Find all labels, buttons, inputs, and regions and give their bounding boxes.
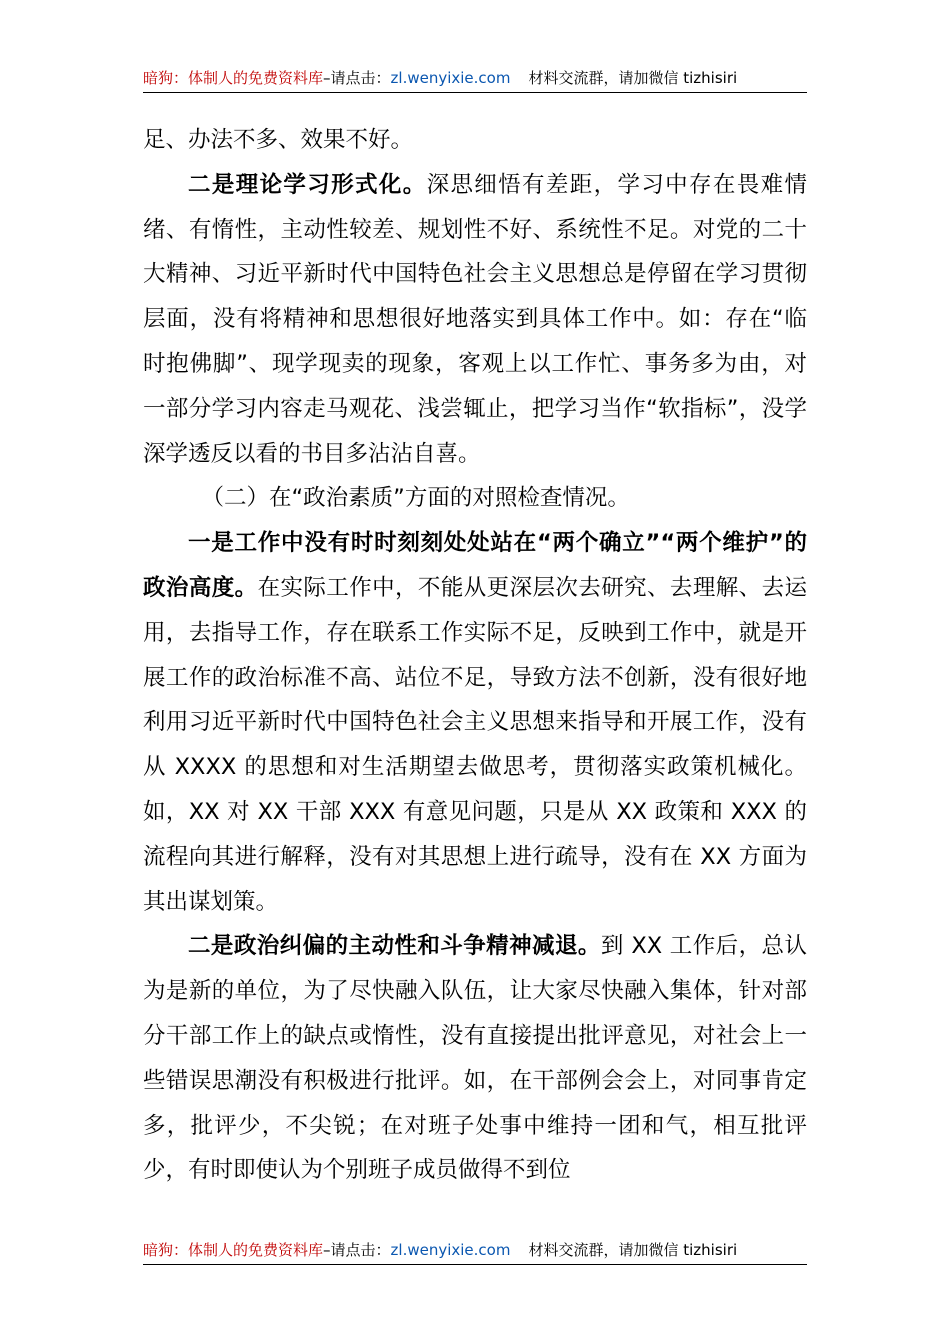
- paragraph-continuation: 足、办法不多、效果不好。: [143, 127, 414, 153]
- paragraph-heading: 一是工作中没有时时刻刻处处站在“两个确立”“两个维护”的政治高度。: [143, 530, 807, 601]
- header-site-name: 暗狗：体制人的免费资料库: [143, 69, 324, 87]
- page-header: [143, 64, 807, 93]
- footer-group-text: 材料交流群，请加微信 tizhisiri: [528, 1241, 738, 1259]
- section-heading: （二）在“政治素质”方面的对照检查情况。: [201, 485, 630, 512]
- paragraph-text: 在实际工作中，不能从更深层次去研究、去理解、去运用，去指导工作，存在联系工作实际不足，反映到工作中，就是开展工作的政治标准不高、站位不足，导致方法不创新，没有很好地利用习近平新时代中国特色社会主义思想来指导和开展工作，没有从 XXXX 的思想和对生活期望去做思考，贯彻落实政策机械化。如，XX 对 XX 干部 XXX 有意见问题，只是从 XX 政策和 XXX 的流程向其进行解释，没有对其思想上进行疏导，没有在 XX 方面为其出谋划策。: [143, 574, 807, 915]
- paragraph-heading: 二是理论学习形式化。: [188, 171, 427, 198]
- footer-site-name: 暗狗：体制人的免费资料库: [143, 1241, 324, 1259]
- paragraph-political-correction: [143, 924, 807, 1193]
- document-body: [143, 118, 807, 1193]
- page-footer: [143, 1236, 807, 1265]
- paragraph-text: 到 XX 工作后，总认为是新的单位，为了尽快融入队伍，让大家尽快融入集体，针对部分干部工作上的缺点或惰性，没有直接提出批评意见，对社会上一些错误思潮没有积极进行批评。如，在干部例会会上，对同事肯定多，批评少，不尖锐；在对班子处事中维持一团和气，相互批评少，有时即使认为个别班子成员做得不到位: [143, 933, 807, 1184]
- footer-click-text: –请点击：: [323, 1241, 391, 1259]
- paragraph-political-height: [143, 521, 807, 924]
- paragraph-text: 深思细悟有差距，学习中存在畏难情绪、有惰性，主动性较差、规划性不好、系统性不足。对党的二十大精神、习近平新时代中国特色社会主义思想总是停留在学习贯彻层面，没有将精神和思想很好地落实到具体工作中。如：存在“临时抱佛脚”、现学现卖的现象，客观上以工作忙、事务多为由，对一部分学习内容走马观花、浅尝辄止，把学习当作“软指标”，没学深学透反以看的书目多沾沾自喜。: [143, 171, 807, 467]
- paragraph-theory-study: [143, 163, 807, 477]
- header-group-text: 材料交流群，请加微信 tizhisiri: [528, 69, 738, 87]
- header-url-link[interactable]: zl.wenyixie.com: [390, 69, 511, 87]
- paragraph-heading: 二是政治纠偏的主动性和斗争精神减退。: [188, 933, 601, 960]
- footer-url-link[interactable]: zl.wenyixie.com: [390, 1241, 511, 1259]
- header-click-text: –请点击：: [323, 69, 391, 87]
